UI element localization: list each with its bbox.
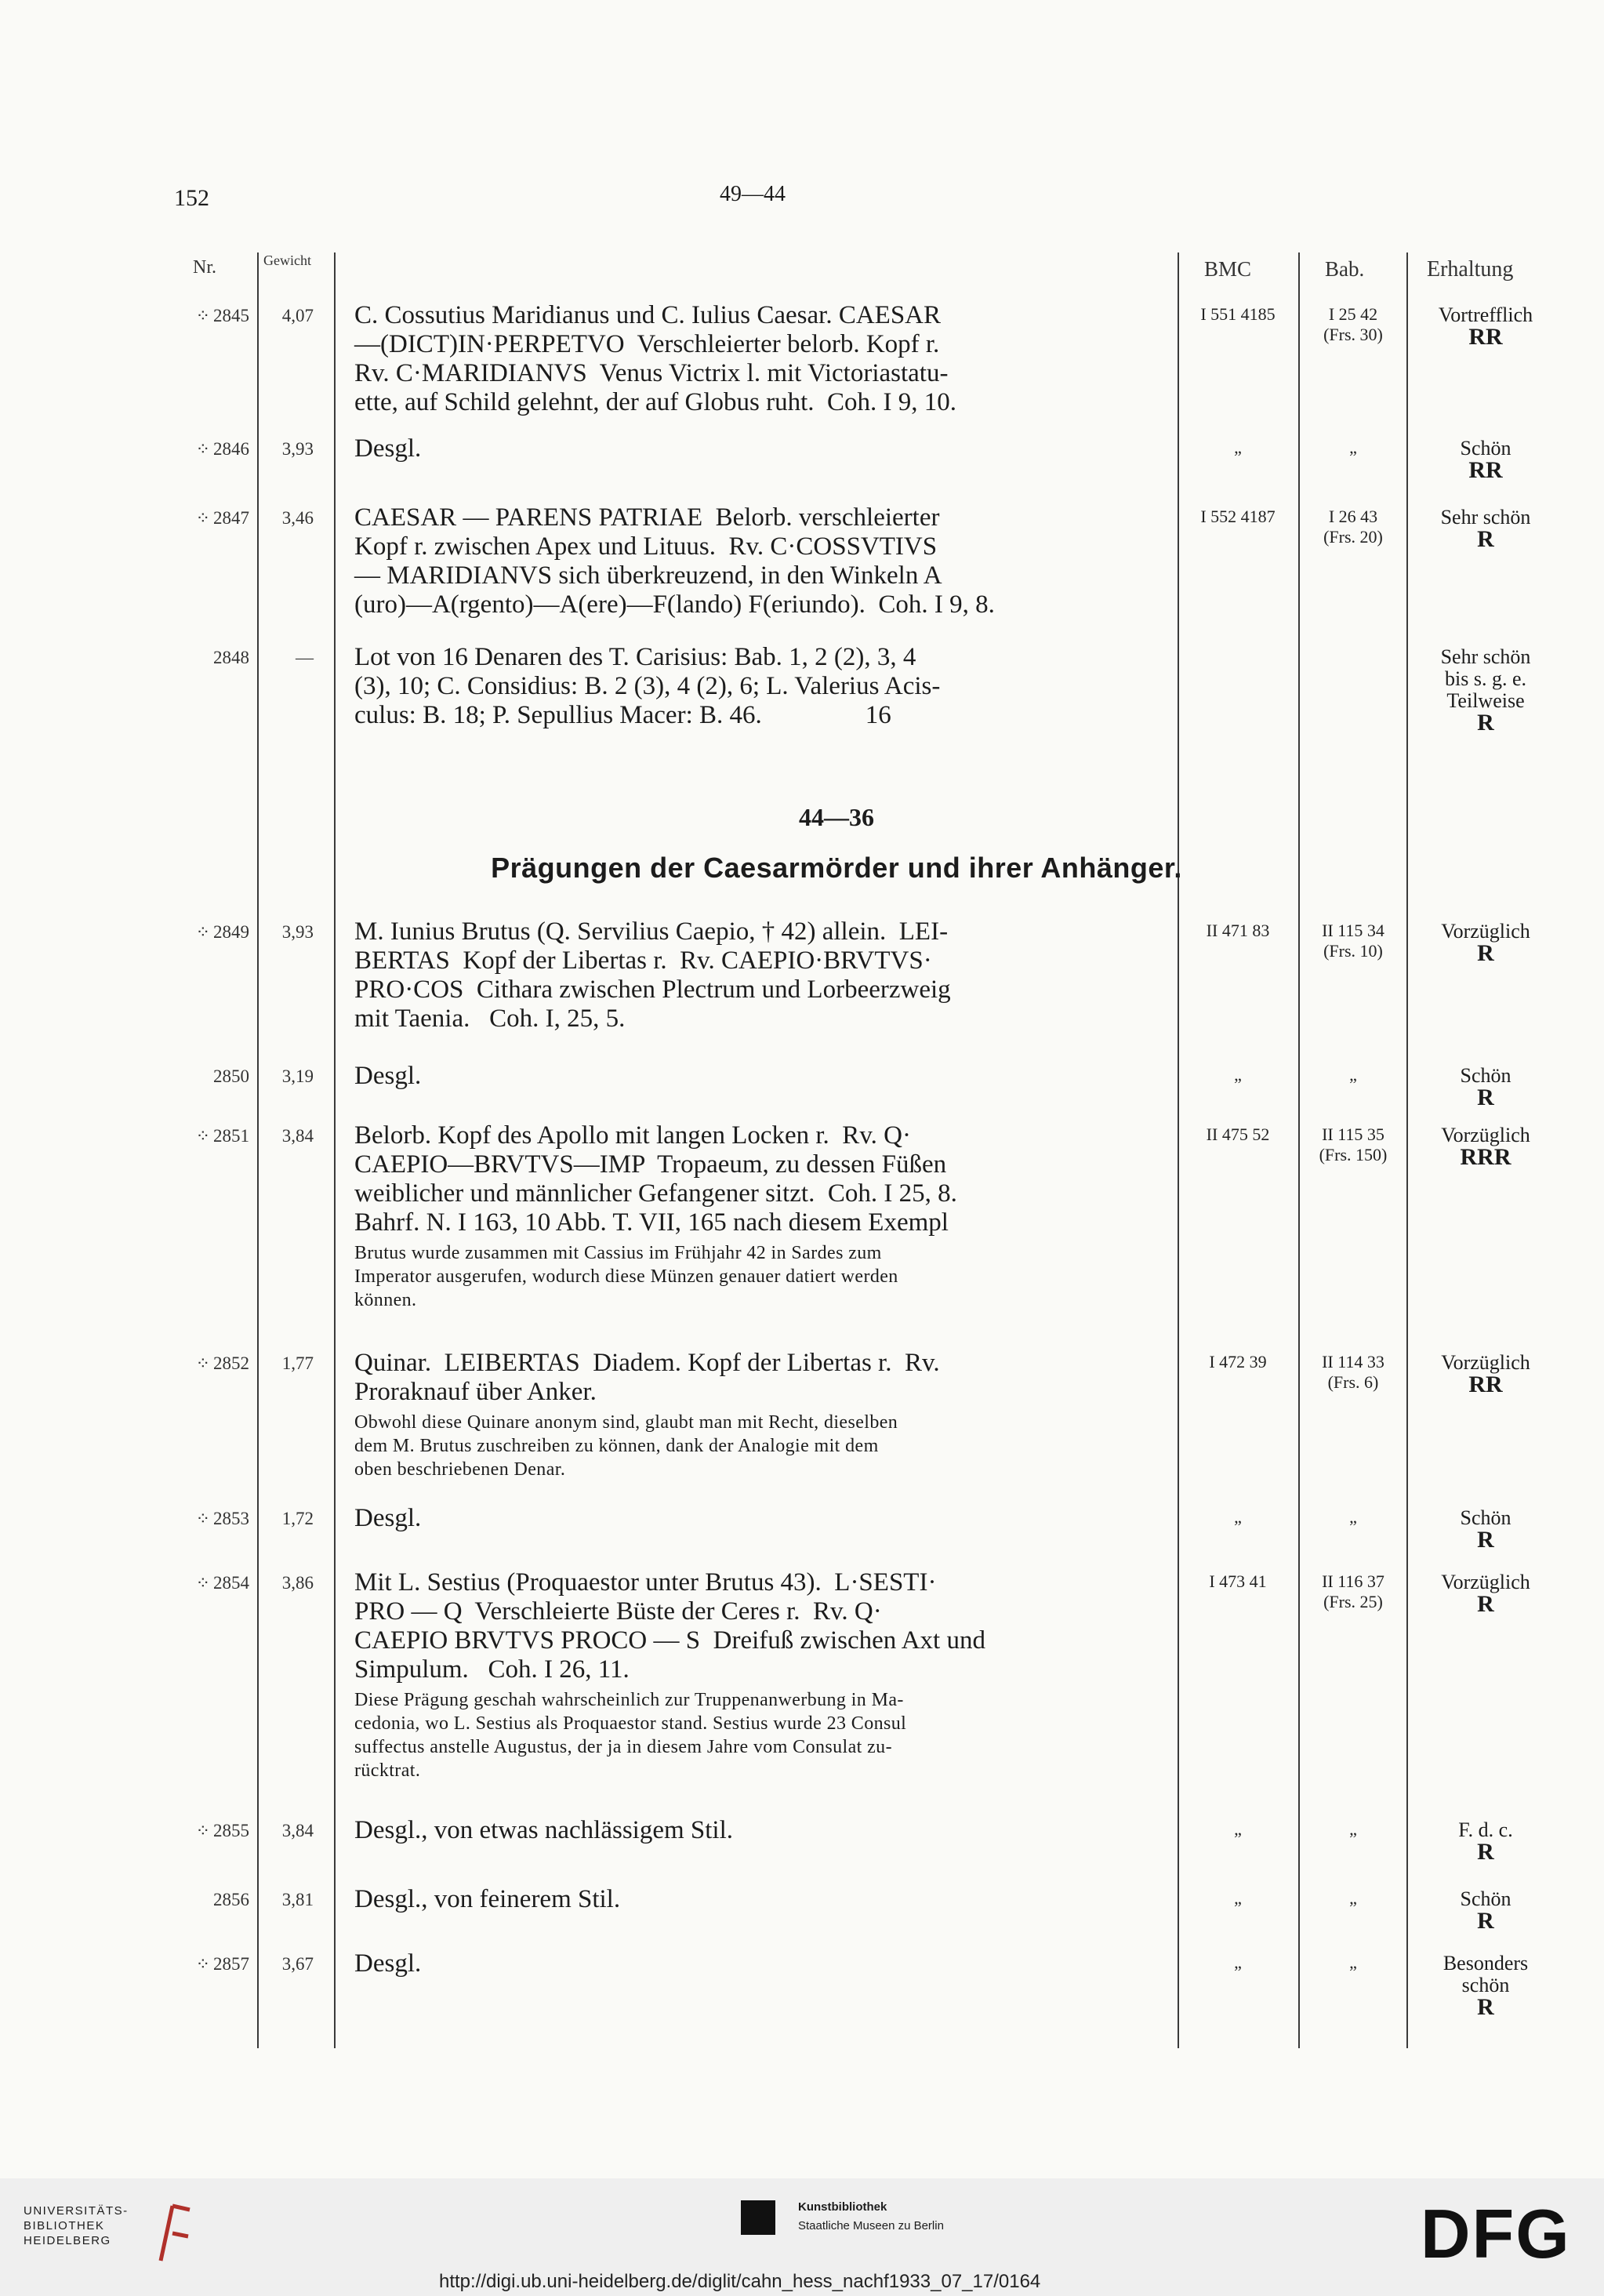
erhaltung-grade: Vorzüglich — [1441, 1351, 1530, 1374]
rarity-mark: R — [1477, 1839, 1494, 1865]
entry-weight: 3,19 — [281, 1066, 314, 1086]
column-rule — [257, 252, 259, 2048]
col-bab: Bab. — [1325, 257, 1365, 281]
erhaltung-grade: Sehr schön — [1440, 506, 1531, 529]
erhaltung-grade: Schön — [1460, 1887, 1511, 1910]
entry-number-text: 2848 — [213, 648, 249, 667]
section-years: 44—36 — [799, 803, 874, 831]
entry-babelon: „ — [1349, 1065, 1357, 1084]
entry-number-text: 2856 — [213, 1890, 249, 1909]
entry-babelon: II 115 35 (Frs. 150) — [1319, 1124, 1388, 1164]
rarity-mark: RRR — [1460, 1144, 1511, 1170]
col-bmc: BMC — [1204, 257, 1252, 281]
rarity-mark: R — [1477, 526, 1494, 552]
erhaltung-grade: Vorzüglich — [1441, 920, 1530, 943]
entry-description-line: Simpulum. Coh. I 26, 11. — [354, 1655, 630, 1684]
entry-note-line: Diese Prägung geschah wahrscheinlich zur Truppenanwerbung in Ma- — [354, 1690, 904, 1710]
entry-number-text: 2853 — [213, 1509, 249, 1528]
entry-description-line: ette, auf Schild gelehnt, der auf Globus ruht. Coh. I 9, 10. — [354, 388, 957, 416]
entry-description-line: Lot von 16 Denaren des T. Carisius: Bab. 1, 2 (2), 3, 4 — [354, 643, 916, 671]
entry-erhaltung — [1411, 646, 1560, 734]
entry-note-line: können. — [354, 1290, 417, 1310]
entry-babelon: II 116 37 (Frs. 25) — [1322, 1571, 1384, 1611]
entry-bmc: II 475 52 — [1206, 1124, 1270, 1144]
entry-weight: 3,67 — [281, 1954, 314, 1974]
entry-description-line: (uro)—A(rgento)—A(ere)—F(lando) F(eriundo). Coh. I 9, 8. — [354, 590, 995, 619]
rarity-mark: RR — [1468, 324, 1503, 350]
entry-weight: 1,72 — [281, 1509, 314, 1528]
entry-weight: 3,93 — [281, 922, 314, 942]
entry-number — [157, 1126, 249, 1146]
permalink-url[interactable]: http://digi.ub.uni-heidelberg.de/diglit/cahn_hess_nachf1933_07_17/0164 — [439, 2271, 1041, 2292]
entry-description-line: Desgl. — [354, 1949, 422, 1978]
entry-number-text: 2857 — [213, 1954, 249, 1974]
entry-bmc: „ — [1234, 1507, 1242, 1527]
entry-bmc: „ — [1234, 1819, 1242, 1839]
entry-bmc: I 551 4185 — [1200, 304, 1276, 324]
rarity-mark: R — [1477, 1591, 1494, 1617]
entry-number — [157, 648, 249, 668]
rarity-mark: R — [1477, 940, 1494, 966]
entry-erhaltung — [1411, 921, 1560, 965]
rarity-mark: R — [1477, 710, 1494, 736]
date-range: 49—44 — [720, 182, 786, 206]
entry-erhaltung — [1411, 1065, 1560, 1109]
entry-note-line: Obwohl diese Quinare anonym sind, glaubt man mit Recht, dieselben — [354, 1412, 898, 1433]
rarity-mark: R — [1477, 1994, 1494, 2020]
entry-number-text: 2854 — [213, 1573, 249, 1593]
entry-babelon: I 26 43 (Frs. 20) — [1323, 507, 1383, 547]
section-title: Prägungen der Caesarmörder und ihrer Anhänger. — [491, 852, 1182, 884]
entry-note-line: cedonia, wo L. Sestius als Proquaestor stand. Sestius wurde 23 Consul — [354, 1713, 907, 1734]
entry-babelon: „ — [1349, 1507, 1357, 1527]
entry-erhaltung — [1411, 1507, 1560, 1551]
entry-number — [157, 1509, 249, 1529]
entry-bmc: „ — [1234, 1888, 1242, 1908]
entry-description-line: PRO·COS Cithara zwischen Plectrum und Lorbeerzweig — [354, 975, 951, 1004]
entry-babelon: II 115 34 (Frs. 10) — [1322, 921, 1384, 961]
entry-weight: 3,81 — [281, 1890, 314, 1909]
marker-icon: ⁘ — [195, 508, 210, 528]
entry-description-line: Kopf r. zwischen Apex und Lituus. Rv. C·COSSVTIVS — [354, 532, 938, 561]
entry-description-line: Mit L. Sestius (Proquaestor unter Brutus 43). L·SESTI· — [354, 1568, 937, 1597]
entry-weight: 3,93 — [281, 439, 314, 459]
marker-icon: ⁘ — [195, 1821, 210, 1840]
entry-number-text: 2851 — [213, 1126, 249, 1146]
entry-number — [157, 1353, 249, 1374]
kunstbibliothek-subtitle: Staatliche Museen zu Berlin — [798, 2219, 944, 2232]
entry-description-line: — MARIDIANVS sich überkreuzend, in den Winkeln A — [354, 561, 942, 590]
entry-description-line: Desgl., von etwas nachlässigem Stil. — [354, 1816, 734, 1844]
rarity-mark: RR — [1468, 1371, 1503, 1397]
entry-erhaltung — [1411, 507, 1560, 550]
marker-icon: ⁘ — [195, 306, 210, 325]
entry-note-line: oben beschriebenen Denar. — [354, 1459, 566, 1480]
entry-number-text: 2855 — [213, 1821, 249, 1840]
entry-babelon: „ — [1349, 1888, 1357, 1908]
entry-erhaltung — [1411, 1352, 1560, 1396]
entry-description-line: culus: B. 18; P. Sepullius Macer: B. 46. 16 — [354, 701, 891, 729]
entry-description-line: M. Iunius Brutus (Q. Servilius Caepio, † 42) allein. LEI- — [354, 917, 949, 946]
entry-babelon: I 25 42 (Frs. 30) — [1323, 304, 1383, 344]
entry-bmc: „ — [1234, 1065, 1242, 1084]
entry-description-line: Rv. C·MARIDIANVS Venus Victrix l. mit Victoriastatu- — [354, 359, 949, 387]
entry-description-line: Desgl. — [354, 1062, 422, 1090]
entry-number-text: 2850 — [213, 1066, 249, 1086]
entry-babelon: „ — [1349, 1953, 1357, 1972]
entry-description-line: Desgl. — [354, 434, 422, 463]
marker-icon: ⁘ — [195, 1353, 210, 1373]
entry-bmc: I 473 41 — [1209, 1571, 1267, 1591]
entry-number — [157, 306, 249, 326]
entry-erhaltung — [1411, 1953, 1560, 2018]
entry-description-line: Desgl. — [354, 1504, 422, 1532]
entry-weight: 3,46 — [281, 508, 314, 528]
rarity-mark: R — [1477, 1084, 1494, 1110]
marker-icon: ⁘ — [195, 439, 210, 459]
entry-description-line: PRO — Q Verschleierte Büste der Ceres r. Rv. Q· — [354, 1597, 882, 1626]
entry-number — [157, 508, 249, 529]
entry-number — [157, 1573, 249, 1593]
entry-babelon: „ — [1349, 1819, 1357, 1839]
entry-number-text: 2852 — [213, 1353, 249, 1373]
entry-weight: 3,84 — [281, 1126, 314, 1146]
entry-bmc: I 472 39 — [1209, 1352, 1267, 1371]
erhaltung-grade: Vortrefflich — [1438, 303, 1533, 326]
erhaltung-grade: Vorzüglich — [1441, 1124, 1530, 1146]
entry-bmc: „ — [1234, 438, 1242, 457]
entry-description-line: C. Cossutius Maridianus und C. Iulius Caesar. CAESAR — [354, 301, 942, 329]
entry-description-line: Quinar. LEIBERTAS Diadem. Kopf der Libertas r. Rv. — [354, 1349, 940, 1377]
entry-description-line: Proraknauf über Anker. — [354, 1378, 597, 1406]
rarity-mark: RR — [1468, 457, 1503, 483]
entry-weight: 1,77 — [281, 1353, 314, 1373]
erhaltung-grade: Schön — [1460, 1506, 1511, 1529]
entry-number-text: 2847 — [213, 508, 249, 528]
entry-bmc: I 552 4187 — [1200, 507, 1276, 526]
entry-babelon: „ — [1349, 438, 1357, 457]
entry-description-line: CAEPIO—BRVTVS—IMP Tropaeum, zu dessen Füßen — [354, 1150, 947, 1179]
marker-icon: ⁘ — [195, 922, 210, 942]
entry-description-line: (3), 10; C. Considius: B. 2 (3), 4 (2), 6; L. Valerius Acis- — [354, 672, 941, 700]
marker-icon: ⁘ — [195, 1126, 210, 1146]
entry-number — [157, 922, 249, 943]
uni-heidelberg-logo-text: UNIVERSITÄTS- BIBLIOTHEK HEIDELBERG — [24, 2204, 129, 2247]
entry-number — [157, 1890, 249, 1910]
column-rule — [1406, 252, 1408, 2048]
footer-bar — [0, 2178, 1604, 2296]
entry-note-line: suffectus anstelle Augustus, der ja in diesem Jahre vom Consulat zu- — [354, 1737, 892, 1757]
entry-note-line: dem M. Brutus zuschreiben zu können, dank der Analogie mit dem — [354, 1436, 879, 1456]
col-erhaltung: Erhaltung — [1427, 257, 1514, 282]
entry-number — [157, 1954, 249, 1974]
entry-description-line: —(DICT)IN·PERPETVO Verschleierter belorb. Kopf r. — [354, 330, 940, 358]
entry-number — [157, 1066, 249, 1087]
rarity-mark: R — [1477, 1527, 1494, 1553]
entry-number-text: 2846 — [213, 439, 249, 459]
entry-erhaltung — [1411, 1888, 1560, 1932]
entry-bmc: II 471 83 — [1206, 921, 1270, 940]
entry-number-text: 2845 — [213, 306, 249, 325]
rarity-mark: R — [1477, 1908, 1494, 1934]
erhaltung-grade: Schön — [1460, 437, 1511, 460]
dfg-logo: DFG — [1421, 2195, 1571, 2272]
entry-description-line: Belorb. Kopf des Apollo mit langen Locken r. Rv. Q· — [354, 1121, 911, 1150]
uni-heidelberg-logo-icon — [141, 2202, 196, 2265]
entry-erhaltung — [1411, 1571, 1560, 1615]
erhaltung-grade: Besonders schön — [1443, 1952, 1529, 1996]
entry-erhaltung — [1411, 304, 1560, 348]
kunstbibliothek-title: Kunstbibliothek — [798, 2200, 887, 2214]
marker-icon: ⁘ — [195, 1573, 210, 1593]
entry-note-line: Imperator ausgerufen, wodurch diese Münzen genauer datiert werden — [354, 1266, 898, 1287]
marker-icon: ⁘ — [195, 1509, 210, 1528]
entry-description-line: weiblicher und männlicher Gefangener sitzt. Coh. I 25, 8. — [354, 1179, 957, 1208]
entry-description-line: CAEPIO BRVTVS PROCO — S Dreifuß zwischen Axt und — [354, 1626, 985, 1655]
entry-description-line: Bahrf. N. I 163, 10 Abb. T. VII, 165 nach diesem Exempl — [354, 1208, 949, 1237]
entry-description-line: mit Taenia. Coh. I, 25, 5. — [354, 1004, 626, 1033]
erhaltung-grade: F. d. c. — [1458, 1818, 1513, 1841]
entry-bmc: „ — [1234, 1953, 1242, 1972]
entry-erhaltung — [1411, 1819, 1560, 1863]
entry-description-line: BERTAS Kopf der Libertas r. Rv. CAEPIO·BRVTVS· — [354, 946, 932, 975]
entry-description-line: CAESAR — PARENS PATRIAE Belorb. verschleierter — [354, 503, 940, 532]
kunstbibliothek-logo-icon — [741, 2200, 775, 2235]
entry-erhaltung — [1411, 438, 1560, 481]
entry-weight: — — [296, 648, 314, 667]
col-nr: Nr. — [193, 257, 216, 278]
column-rule — [334, 252, 336, 2048]
entry-weight: 3,84 — [281, 1821, 314, 1840]
erhaltung-grade: Vorzüglich — [1441, 1571, 1530, 1593]
page-number: 152 — [174, 185, 209, 211]
erhaltung-grade: Sehr schön bis s. g. e. Teilweise — [1440, 645, 1531, 712]
erhaltung-grade: Schön — [1460, 1064, 1511, 1087]
entry-note-line: rücktrat. — [354, 1760, 421, 1781]
entry-erhaltung — [1411, 1124, 1560, 1168]
col-weight: Gewicht — [263, 252, 311, 268]
entry-babelon: II 114 33 (Frs. 6) — [1322, 1352, 1384, 1392]
marker-icon: ⁘ — [195, 1954, 210, 1974]
entry-number — [157, 439, 249, 460]
entry-number — [157, 1821, 249, 1841]
entry-description-line: Desgl., von feinerem Stil. — [354, 1885, 621, 1913]
entry-number-text: 2849 — [213, 922, 249, 942]
entry-weight: 4,07 — [281, 306, 314, 325]
entry-weight: 3,86 — [281, 1573, 314, 1593]
entry-note-line: Brutus wurde zusammen mit Cassius im Frühjahr 42 in Sardes zum — [354, 1243, 882, 1263]
